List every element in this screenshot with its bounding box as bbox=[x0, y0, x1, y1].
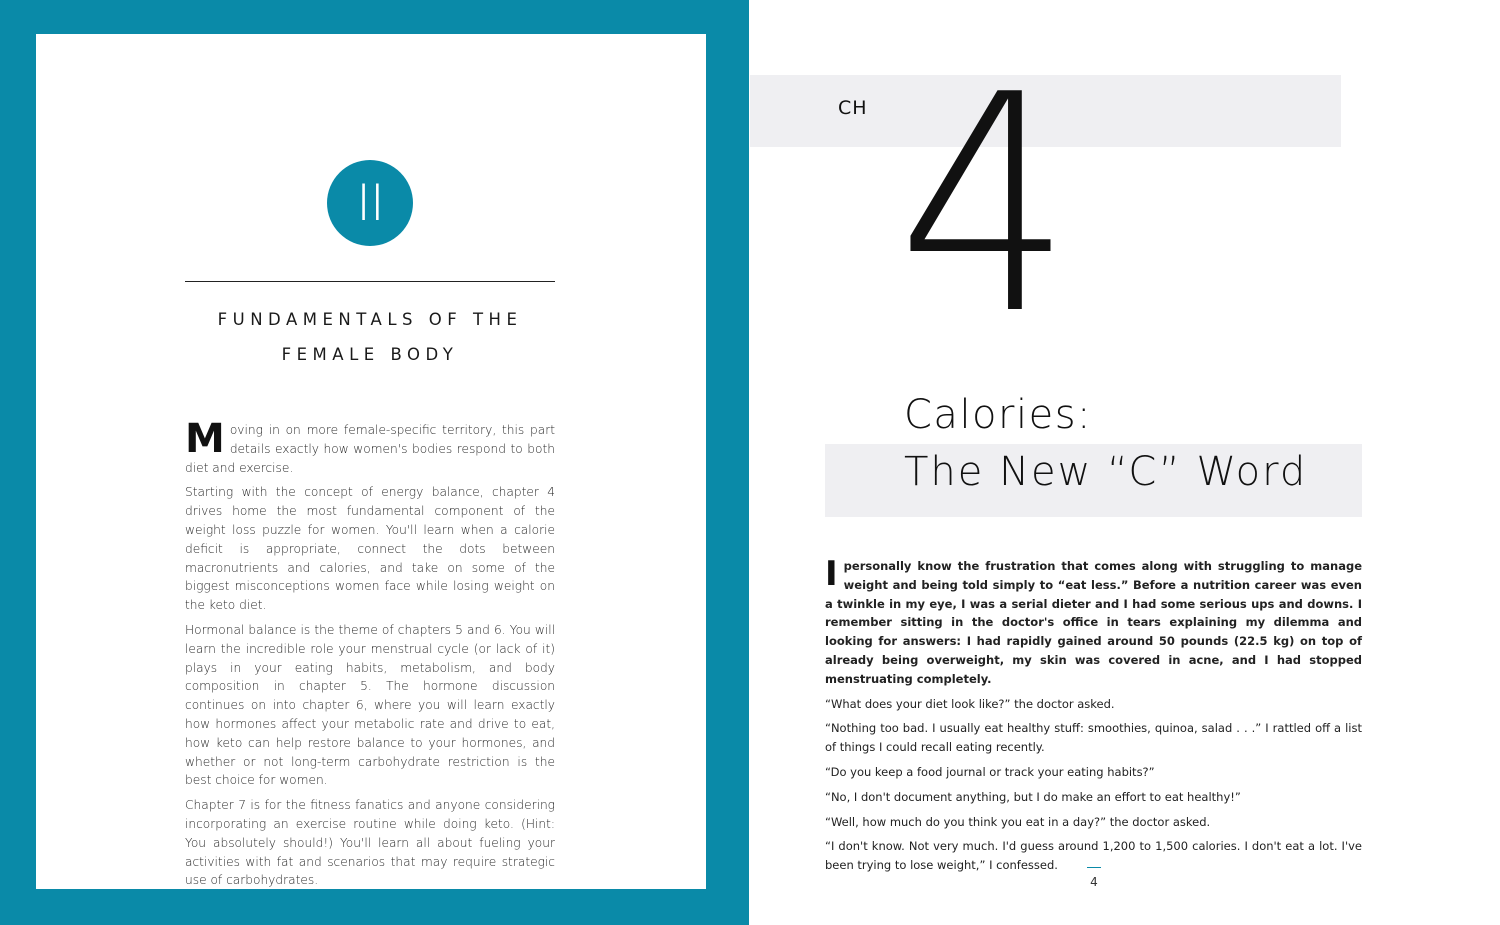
intro-paragraph-2: Starting with the concept of energy balance, chapter 4 drives home the most fundamental component of the weight loss puzzle for women. You'll learn when a calorie deficit is appropriate, connect the dots between macronutrients and calories, and take on some of the biggest misconceptions women face while losing weight on the keto diet. bbox=[185, 485, 555, 613]
part-number-badge bbox=[327, 160, 413, 246]
lead-paragraph-text: personally know the frustration that comes along with struggling to manage weight and being told simply to “eat less.” Before a nutrition career was even a twinkle in my eye, I was a serial dieter and I had some serious ups and downs. I remember sitting in the doctor's office in tears explaining my dilemma and looking for answers: I had rapidly gained around 50 pounds (22.5 kg) on top of already being overweight, my skin was covered in acne, and I had stopped menstruating completely. bbox=[825, 559, 1362, 686]
dialogue-line-6: “I don't know. Not very much. I'd guess around 1,200 to 1,500 calories. I don't eat a lot. I've been trying to lose weight,” I confessed. bbox=[825, 839, 1362, 873]
part-title-line-2: FEMALE BODY bbox=[281, 345, 459, 364]
lead-paragraph bbox=[825, 554, 1362, 689]
drop-cap: M bbox=[185, 416, 225, 462]
drop-cap: I bbox=[825, 554, 838, 594]
intro-paragraph-1-text: oving in on more female-specific territory, this part details exactly how women's bodies respond to both diet and exercise. bbox=[185, 423, 555, 475]
part-divider bbox=[185, 281, 555, 282]
chapter-title-line-1: Calories: bbox=[904, 392, 1093, 438]
intro-paragraph-1 bbox=[185, 416, 555, 477]
part-title-line-1: FUNDAMENTALS OF THE bbox=[217, 310, 523, 329]
chapter-number: 4 bbox=[897, 31, 1073, 380]
intro-paragraph-4: Chapter 7 is for the fitness fanatics and anyone considering incorporating an exercise routine while doing keto. (Hint: You absolutely should!) You'll learn all about fueling your activities with fat and scenarios that may require strategic use of carbohydrates. bbox=[185, 798, 555, 888]
dialogue-line-5: “Well, how much do you think you eat in a day?” the doctor asked. bbox=[825, 814, 1211, 829]
chapter-title-line-2: The New “C” Word bbox=[904, 449, 1308, 495]
part-intro-text bbox=[185, 416, 555, 896]
dialogue-line-1: “What does your diet look like?” the doctor asked. bbox=[825, 696, 1115, 711]
part-numeral: II bbox=[356, 174, 384, 232]
intro-paragraph-3: Hormonal balance is the theme of chapters 5 and 6. You will learn the incredible role your menstrual cycle (or lack of it) plays in your eating habits, metabolism, and body composition in chapter 5. The hormone discussion continues on into chapter 6, where you will learn exactly how hormones affect your metabolic rate and drive to eat, how keto can help restore balance to your hormones, and whether or not long-term carbohydrate restriction is the best choice for women. bbox=[185, 622, 555, 788]
left-page bbox=[36, 34, 706, 889]
dialogue-line-3: “Do you keep a food journal or track your eating habits?” bbox=[825, 764, 1155, 779]
chapter-label: CH bbox=[838, 97, 868, 119]
page-number: 4 bbox=[1090, 875, 1098, 889]
dialogue-line-2: “Nothing too bad. I usually eat healthy stuff: smoothies, quinoa, salad . . .” I rattled off a list of things I could recall eating recently. bbox=[825, 721, 1362, 755]
dialogue-line-4: “No, I don't document anything, but I do make an effort to eat healthy!” bbox=[825, 789, 1241, 804]
page-number-rule bbox=[1087, 867, 1101, 868]
part-title bbox=[136, 302, 604, 372]
chapter-body-text bbox=[825, 554, 1362, 881]
left-page-border bbox=[0, 0, 749, 925]
